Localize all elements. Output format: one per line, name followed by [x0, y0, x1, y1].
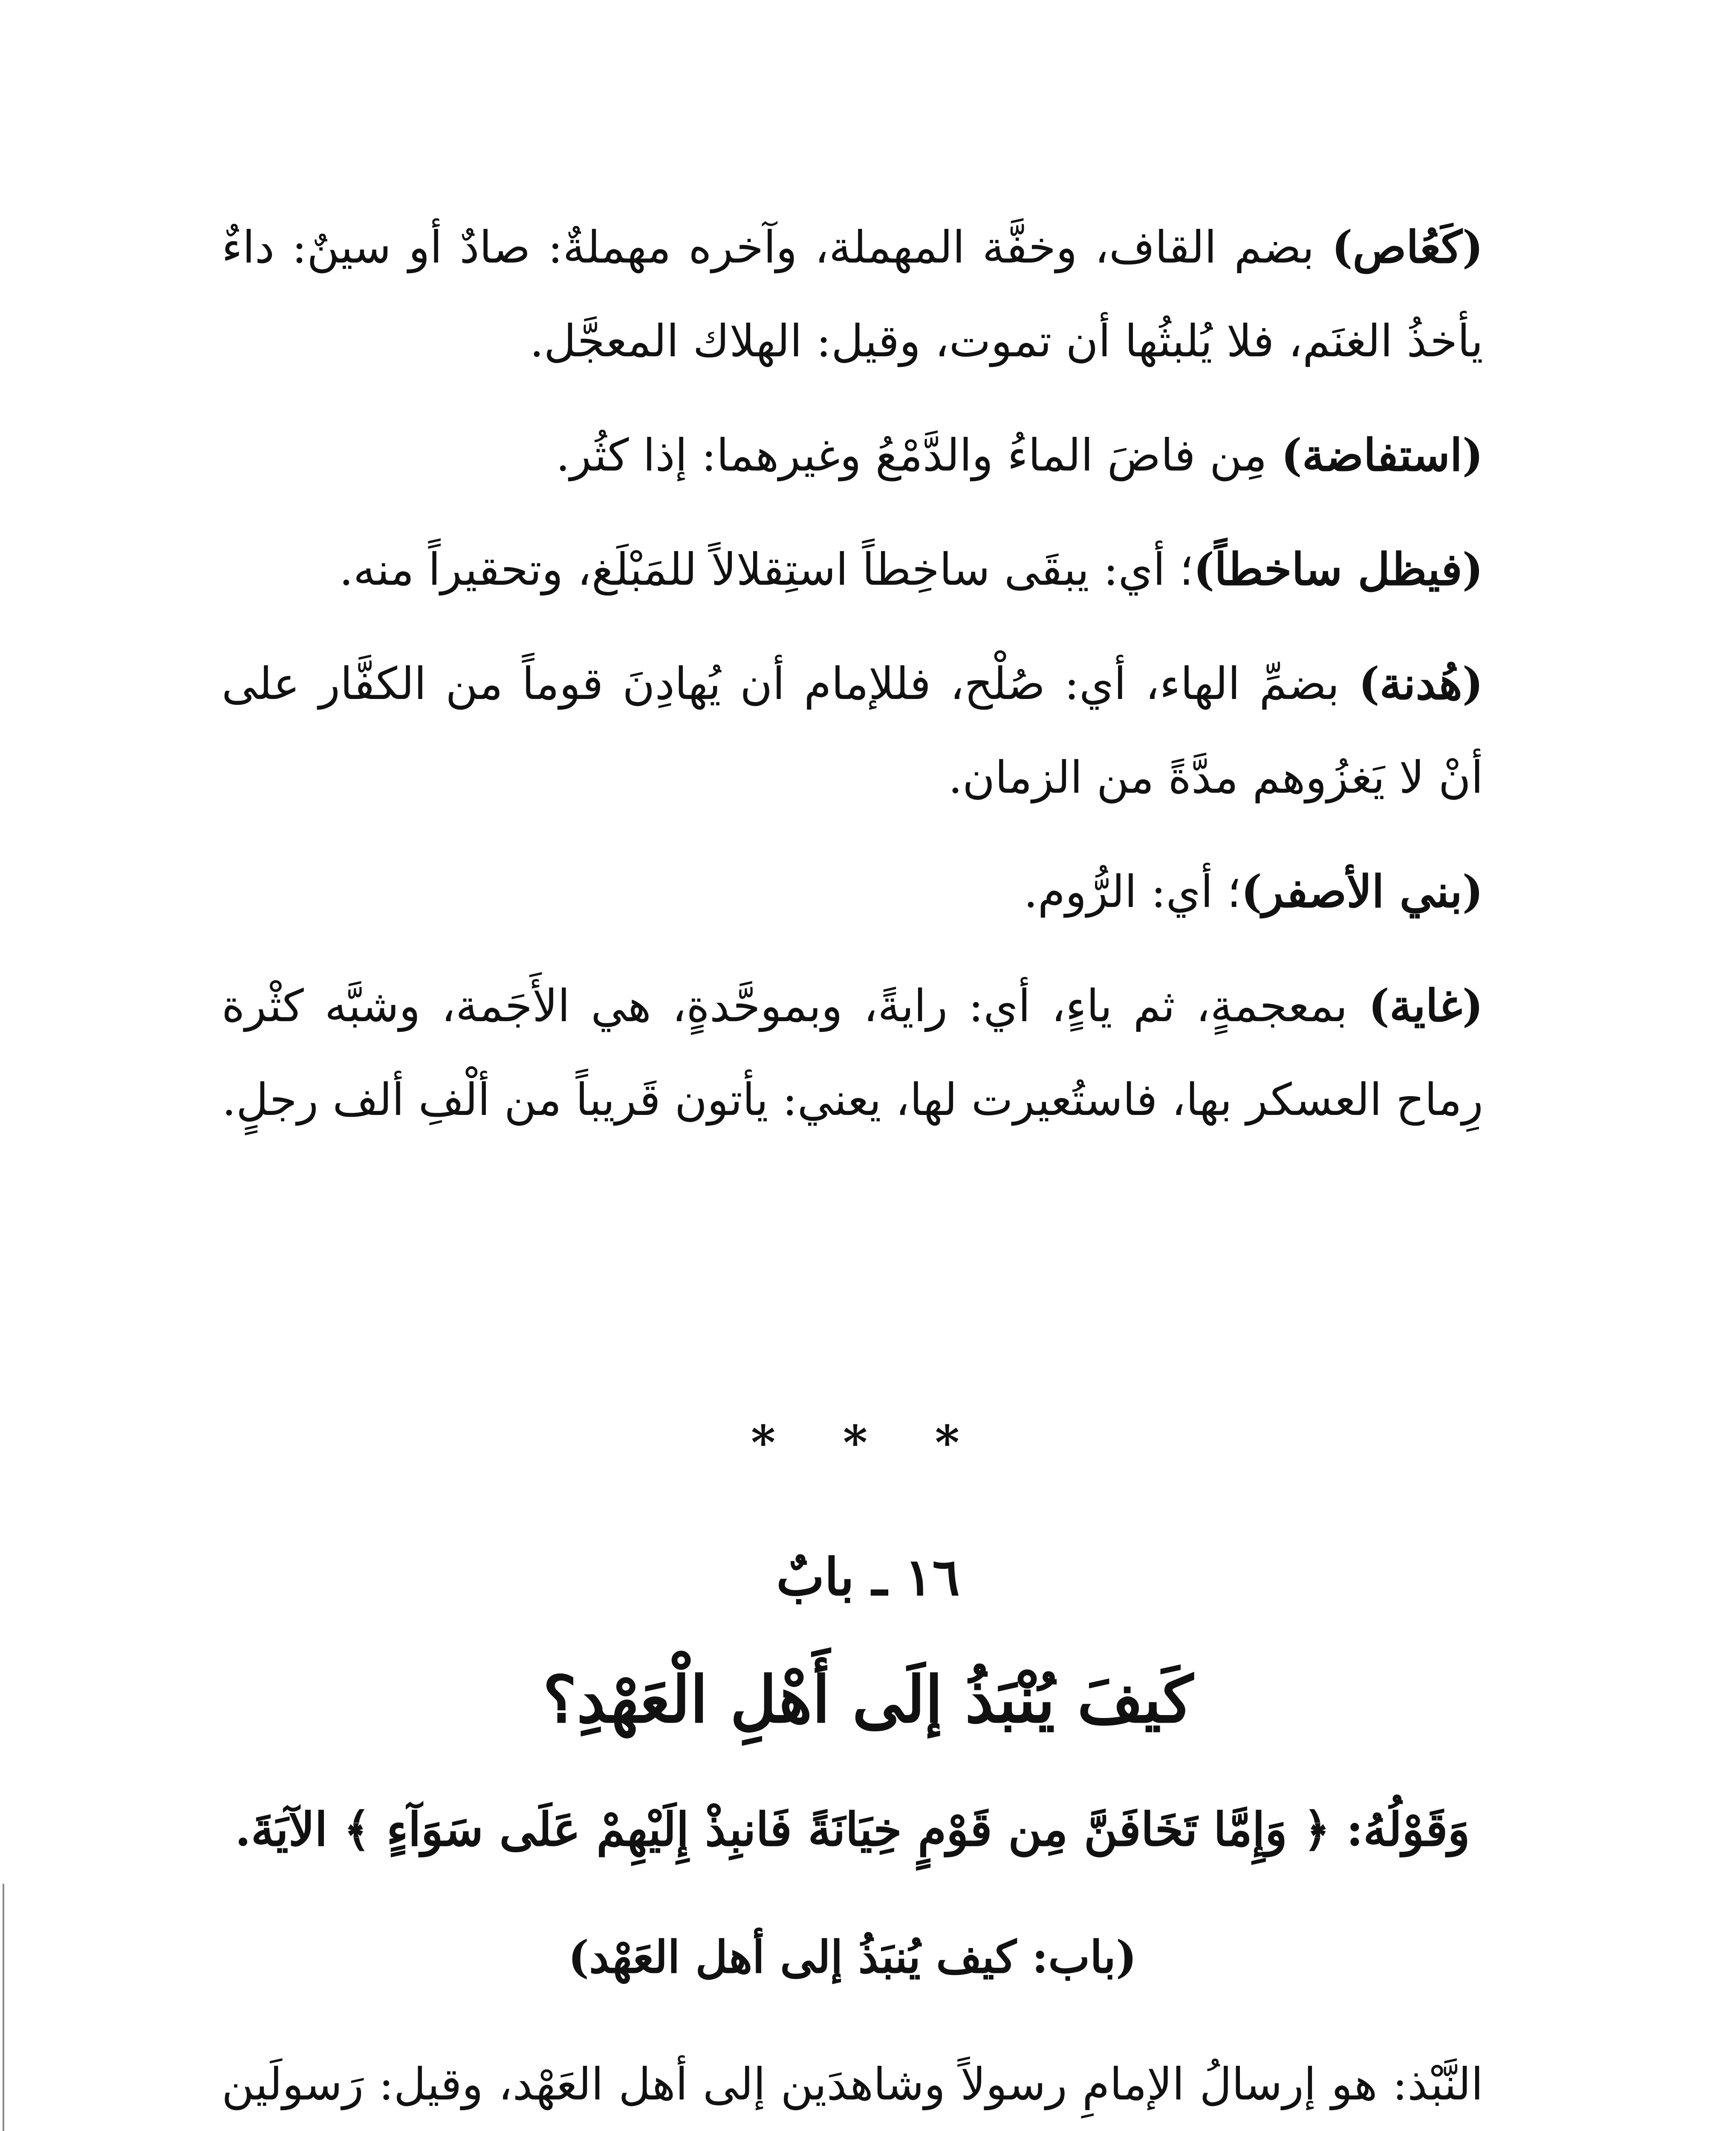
para-term: (غاية) [1368, 979, 1483, 1032]
para-term: النَّبْذ [1407, 2058, 1483, 2110]
section-separator: * * * [751, 1415, 985, 1470]
para-text: ؛ أي: يبقَى ساخِطاً استِقلالاً للمَبْلَغ، وتحقيراً منه. [339, 543, 1194, 595]
para-istifada [222, 408, 1483, 502]
para-sakhit [222, 523, 1483, 616]
para-term: (هُدنة) [1358, 657, 1483, 710]
para-text: ؛ أي: الرُّوم. [1023, 866, 1241, 918]
verse-lead: وَقَوْلُهُ: [1346, 1803, 1470, 1857]
para-text: بضمِّ الهاء، أي: صُلْح، فللإمام أن يُهادِنَ قوماً من الكفَّار على أنْ لا يَغزُوهم مدَّةً من الزمان. [222, 658, 1483, 803]
para-text: بضم القاف، وخفَّة المهملة، وآخره مهملةٌ: صادٌ أو سينٌ: داءٌ يأخذُ الغنَم، فلا يُلبثُها أن تموت، وقيل: الهلاك المعجَّل. [222, 221, 1483, 367]
para-text: : هو إرسالُ الإمامِ رسولاً وشاهدَين إلى أهل العَهْد، وقيل: رَسولَين [222, 2058, 1408, 2110]
para-term: (بني الأصفر) [1241, 865, 1483, 918]
para-text: مِن فاضَ الماءُ والدَّمْعُ وغيرهما: إذا كثُر. [556, 429, 1281, 481]
para-asfar [222, 845, 1483, 938]
para-kuas [222, 200, 1483, 388]
para-ghaya [222, 959, 1483, 1146]
scan-edge-line [3, 1884, 4, 2131]
para-text: بمعجمةٍ، ثم ياءٍ، أي: رايةً، وبموحَّدةٍ، هي الأَجَمة، وشبَّه كثْرة رِماح العسكر بها، فاستُعيرت لها، يعني: يأتون قَريباً من ألْفِ ألف رجلٍ. [222, 980, 1483, 1126]
verse-tail: الآيَةَ. [235, 1803, 328, 1857]
para-term: (فيظل ساخطاً) [1193, 543, 1483, 595]
bab-heading: (باب: كيف يُنبَذُ إلى أهل العَهْد) [568, 1931, 1137, 1983]
chapter-number: ١٦ ـ بابٌ [776, 1547, 960, 1607]
quran-verse-line [222, 1803, 1483, 1857]
verse-text: ﴿ وَإِمَّا تَخَافَنَّ مِن قَوْمٍ خِيَانَةً فَانبِذْ إِلَيْهِمْ عَلَى سَوَآءٍ ﴾ [344, 1803, 1330, 1857]
para-term: (استفاضة) [1281, 429, 1483, 481]
para-hudna [222, 637, 1483, 824]
para-term: (كَعُاص) [1332, 221, 1483, 273]
para-nabdh [222, 2037, 1483, 2131]
commentary-bottom [222, 2037, 1483, 2131]
commentary-top [222, 200, 1483, 1167]
chapter-title: كَيفَ يُنْبَذُ إلَى أَهْلِ الْعَهْدِ؟ [543, 1662, 1193, 1737]
